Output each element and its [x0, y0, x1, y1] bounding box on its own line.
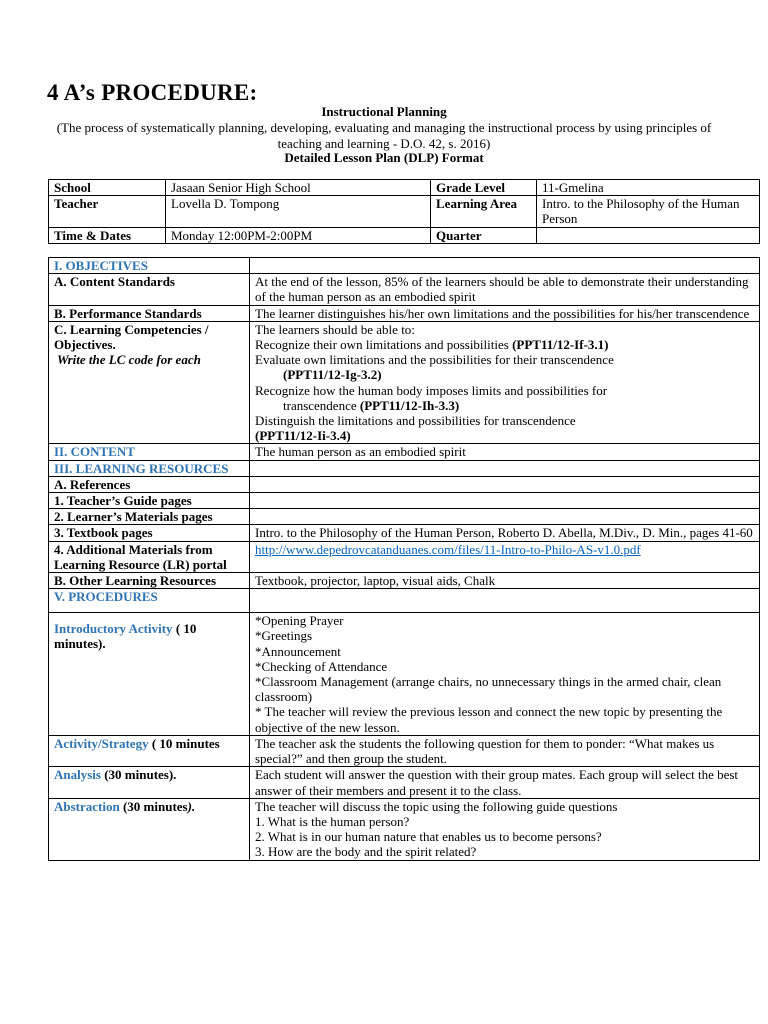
objectives-heading: I. OBJECTIVES: [49, 258, 250, 274]
time-label: Time & Dates: [49, 227, 166, 243]
content-standards-value: At the end of the lesson, 85% of the learners should be able to demonstrate their understanding of the human person as an embodied spirit: [250, 274, 760, 305]
format-label: Detailed Lesson Plan (DLP) Format: [284, 150, 484, 165]
table-row: [49, 798, 760, 860]
textbook-label: 3. Textbook pages: [49, 525, 250, 541]
performance-standards-value: The learner distinguishes his/her own limitations and the possibilities for his/her transcendence: [250, 305, 760, 321]
activity-label: Activity/Strategy ( 10 minutes: [49, 735, 250, 766]
table-row: [49, 589, 760, 613]
school-label: School: [49, 180, 166, 196]
table-row: [49, 444, 760, 460]
performance-standards-label: B. Performance Standards: [49, 305, 250, 321]
analysis-value: Each student will answer the question with their group mates. Each group will select the best answer of their members and present it to the class.: [250, 767, 760, 798]
table-row: [49, 525, 760, 541]
competencies-label-cell: [49, 321, 250, 444]
table-row: [49, 735, 760, 766]
table-row: [49, 493, 760, 509]
table-row: [49, 274, 760, 305]
page-title: 4 A’s PROCEDURE:: [47, 80, 258, 105]
content-value: The human person as an embodied spirit: [250, 444, 760, 460]
table-row: [49, 541, 760, 572]
subtitle: Instructional Planning: [321, 104, 447, 119]
lr-portal-link[interactable]: http://www.depedrovcatanduanes.com/files/11-Intro-to-Philo-AS-v1.0.pdf: [255, 541, 641, 557]
teacher-value: Lovella D. Tompong: [166, 196, 431, 227]
time-value: Monday 12:00PM-2:00PM: [166, 227, 431, 243]
activity-value: The teacher ask the students the following question for them to ponder: “What makes us special?” and then group the student.: [250, 735, 760, 766]
table-row: [49, 573, 760, 589]
content-heading: II. CONTENT: [49, 444, 250, 460]
area-label: Learning Area: [431, 196, 537, 227]
intro-activity-value: *Opening Prayer *Greetings *Announcement *Checking of Attendance *Classroom Management (arrange chairs, no unnecessary things in the armed chair, clean classroom) * The teacher will review the previous lesson and connect the new topic by presenting the objective of the new lesson.: [250, 613, 760, 736]
grade-label: Grade Level: [431, 180, 537, 196]
table-row: [49, 258, 760, 274]
info-table: [48, 179, 760, 244]
dlp-table: [48, 257, 760, 861]
competencies-label: C. Learning Competencies / Objectives.: [54, 321, 209, 353]
table-row: [49, 460, 760, 476]
table-row: [49, 180, 760, 196]
intro-activity-label: Introductory Activity ( 10 minutes).: [49, 613, 250, 736]
competencies-value: The learners should be able to: Recognize their own limitations and possibilities (PPT11/12-If-3.1) Evaluate own limitations and the possibilities for their transcendence (PPT11/12-Ig-3.2) Recognize how the human body imposes limits and possibilities for transcendence (PPT11/12-Ih-3.3) Distinguish the limitations and possibilities for transcendence (PPT11/12-Ii-3.4): [250, 321, 760, 444]
grade-value: 11-Gmelina: [537, 180, 760, 196]
table-row: [49, 613, 760, 736]
abstraction-label: Abstraction (30 minutes).: [49, 798, 250, 860]
content-standards-label: A. Content Standards: [49, 274, 250, 305]
competencies-note: Write the LC code for each: [57, 352, 201, 368]
table-row: [49, 509, 760, 525]
table-row: [49, 321, 760, 444]
other-resources-label: B. Other Learning Resources: [49, 573, 250, 589]
lm-pages-label: 2. Learner’s Materials pages: [49, 509, 250, 525]
area-value: Intro. to the Philosophy of the Human Person: [537, 196, 760, 227]
resources-heading: III. LEARNING RESOURCES: [49, 460, 250, 476]
additional-materials-label: 4. Additional Materials from Learning Resource (LR) portal: [49, 541, 250, 572]
table-row: [49, 767, 760, 798]
textbook-value: Intro. to the Philosophy of the Human Person, Roberto D. Abella, M.Div., D. Min., pages 41-60: [250, 525, 760, 541]
teacher-label: Teacher: [49, 196, 166, 227]
abstraction-value: The teacher will discuss the topic using the following guide questions 1. What is the human person? 2. What is in our human nature that enables us to become persons? 3. How are the body and the spirit related?: [250, 798, 760, 860]
tg-pages-label: 1. Teacher’s Guide pages: [49, 493, 250, 509]
other-resources-value: Textbook, projector, laptop, visual aids, Chalk: [250, 573, 760, 589]
table-row: [49, 196, 760, 227]
table-row: [49, 227, 760, 243]
description: (The process of systematically planning, developing, evaluating and managing the instructional process by using principles of teaching and learning - D.O. 42, s. 2016): [56, 120, 712, 151]
analysis-label: Analysis (30 minutes).: [49, 767, 250, 798]
references-label: A. References: [49, 476, 250, 492]
table-row: [49, 305, 760, 321]
quarter-value: [537, 227, 760, 243]
school-value: Jasaan Senior High School: [166, 180, 431, 196]
quarter-label: Quarter: [431, 227, 537, 243]
procedures-heading: V. PROCEDURES: [54, 589, 158, 605]
table-row: [49, 476, 760, 492]
